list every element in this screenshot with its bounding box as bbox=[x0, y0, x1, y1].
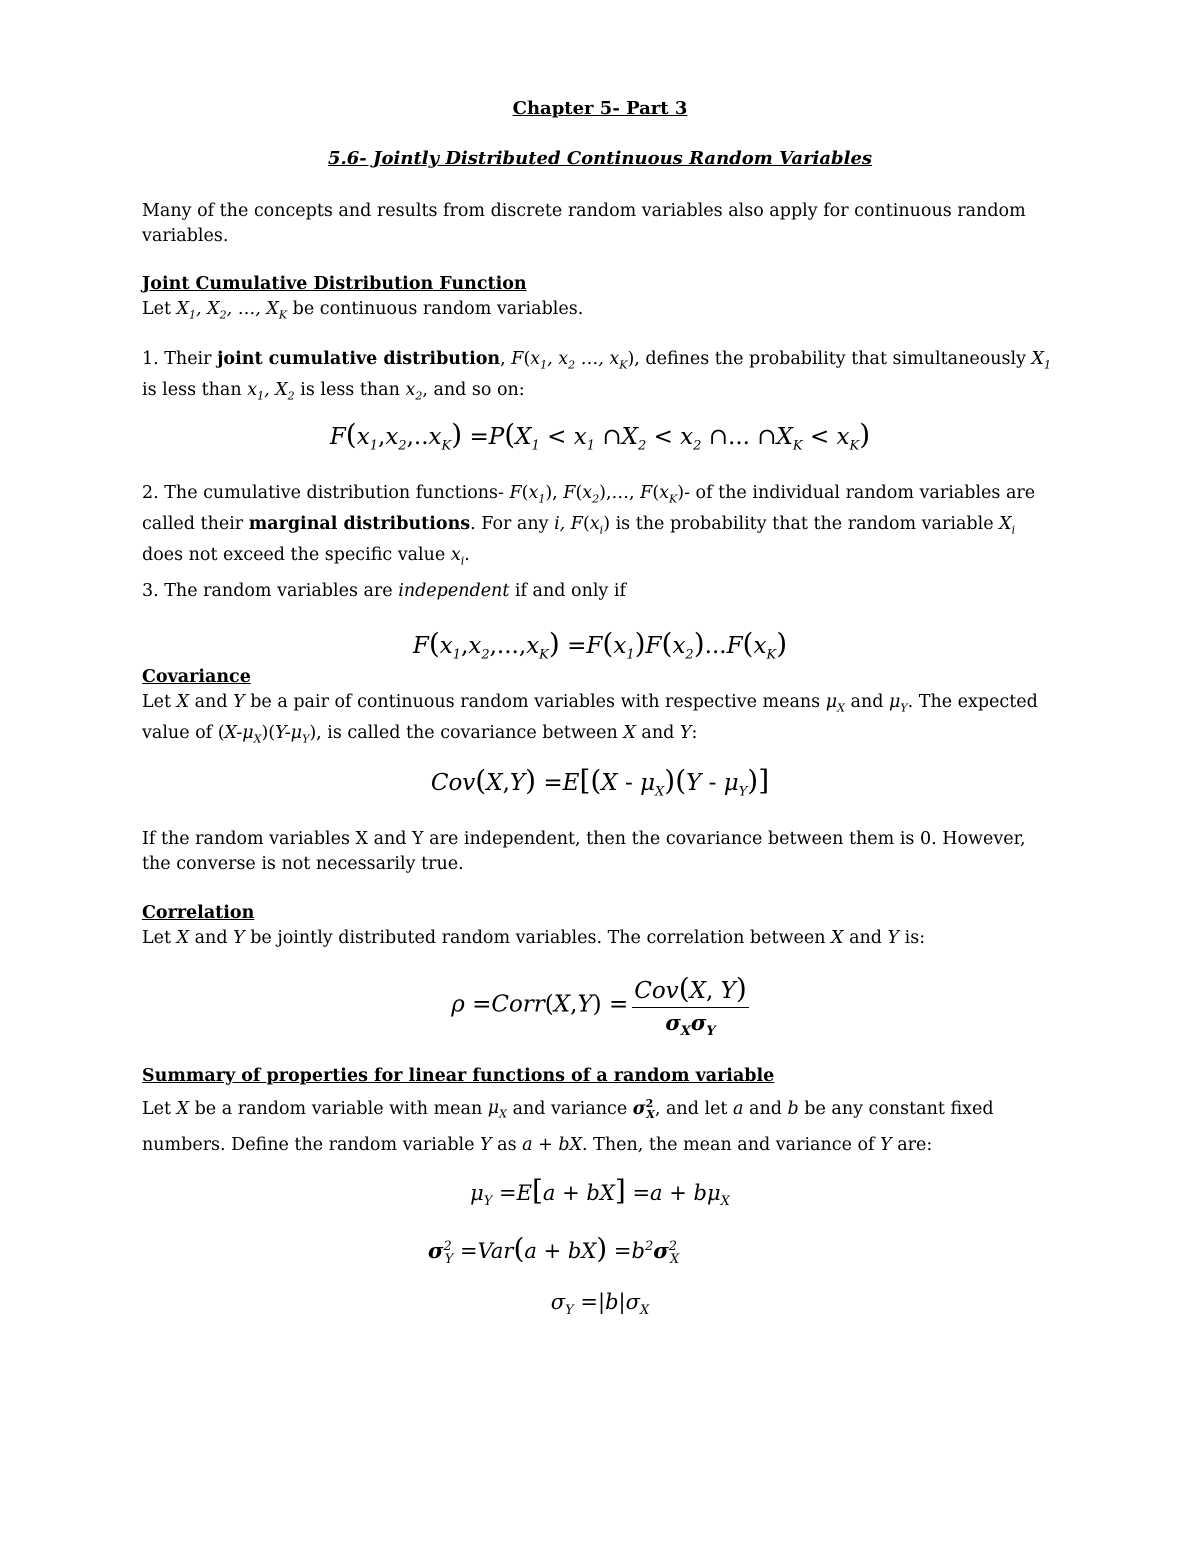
covariance-heading: Covariance bbox=[142, 667, 251, 687]
joint-cdf-let: Let $X_1$, $X_2$, …, $X_K$ be continuous random variables. bbox=[142, 298, 584, 321]
summary-definition: Let X be a random variable with mean $\mu_X$ and variance $\sigma^2_X$, and let a and b be any constant fixed numbers. Define the random variable Y as a + bX. Then, the mean and variance of Y are: bbox=[142, 1096, 994, 1155]
correlation-heading: Correlation bbox=[142, 903, 255, 923]
joint-cdf-heading: Joint Cumulative Distribution Function bbox=[142, 274, 527, 294]
intro-paragraph: Many of the concepts and results from discrete random variables also apply for continuous random variables. bbox=[142, 201, 1026, 246]
covariance-equation: $Cov(X,Y) =E[(X - \mu_X)(Y - \mu_Y)]$ bbox=[430, 764, 770, 800]
joint-cdf-equation: $F(x_1,x_2,..x_K) =P(X_1 < x_1$ $\cap X_2 < x_2$ ∩... $\cap X_K < x_K$) bbox=[329, 418, 871, 454]
joint-cdf-item-3: 3. The random variables are independent if and only if bbox=[142, 581, 626, 601]
covariance-definition: Let X and Y be a pair of continuous random variables with respective means $\mu_X$ and $\mu_Y$. The expected value of $(X-\mu_X)(Y-\mu_Y)$, is called the covariance between X and Y: bbox=[142, 691, 1038, 745]
covariance-note: If the random variables X and Y are independent, then the covariance between them is 0. However, the converse is not necessarily true. bbox=[142, 829, 1026, 874]
section-title: 5.6- Jointly Distributed Continuous Random Variables bbox=[327, 148, 873, 169]
independence-equation: $F(x_1,x_2,...,x_K) =F(x_1)F(x_2)...F(x_K)$ bbox=[412, 627, 788, 663]
joint-cdf-section bbox=[142, 272, 1052, 328]
summary-section bbox=[142, 1064, 1052, 1160]
correlation-definition: Let X and Y be jointly distributed random variables. The correlation between X and Y is: bbox=[142, 927, 926, 948]
joint-cdf-item-1: 1. Their joint cumulative distribution, $F(x_1$, $x_2$ …, $x_K$), defines the probability that simultaneously $X_1$ is less than $x_1$, $X_2$ is less than $x_2$, and so on: bbox=[142, 349, 1051, 403]
summary-heading: Summary of properties for linear functions of a random variable bbox=[142, 1066, 775, 1086]
mean-equation: $\mu_Y =E[a + bX] =a + b\mu_X$ bbox=[470, 1174, 730, 1210]
correlation-section bbox=[142, 901, 1052, 950]
joint-cdf-item-2: 2. The cumulative distribution functions- $F(x_1)$, $F(x_2),\dots$, $F(x_K)-$ of the individual random variables are called their marginal distributions. For any i, $F(x_i)$ is the probability that the random variable $X_i$ does not exceed the specific value $x_i$. bbox=[142, 483, 1036, 568]
variance-equation: $\sigma^2_Y =Var(a + bX) =b^2\sigma^2_X$ bbox=[428, 1232, 680, 1268]
correlation-equation: ρ =Corr(X,Y) = $\frac{\text{Cov(X, Y)}}{\sigma_X\sigma_Y}$ bbox=[451, 972, 747, 1040]
std-dev-equation: $\sigma_Y =|b|\sigma_X$ bbox=[550, 1290, 650, 1319]
chapter-title: Chapter 5- Part 3 bbox=[512, 98, 688, 119]
covariance-section bbox=[142, 665, 1052, 752]
